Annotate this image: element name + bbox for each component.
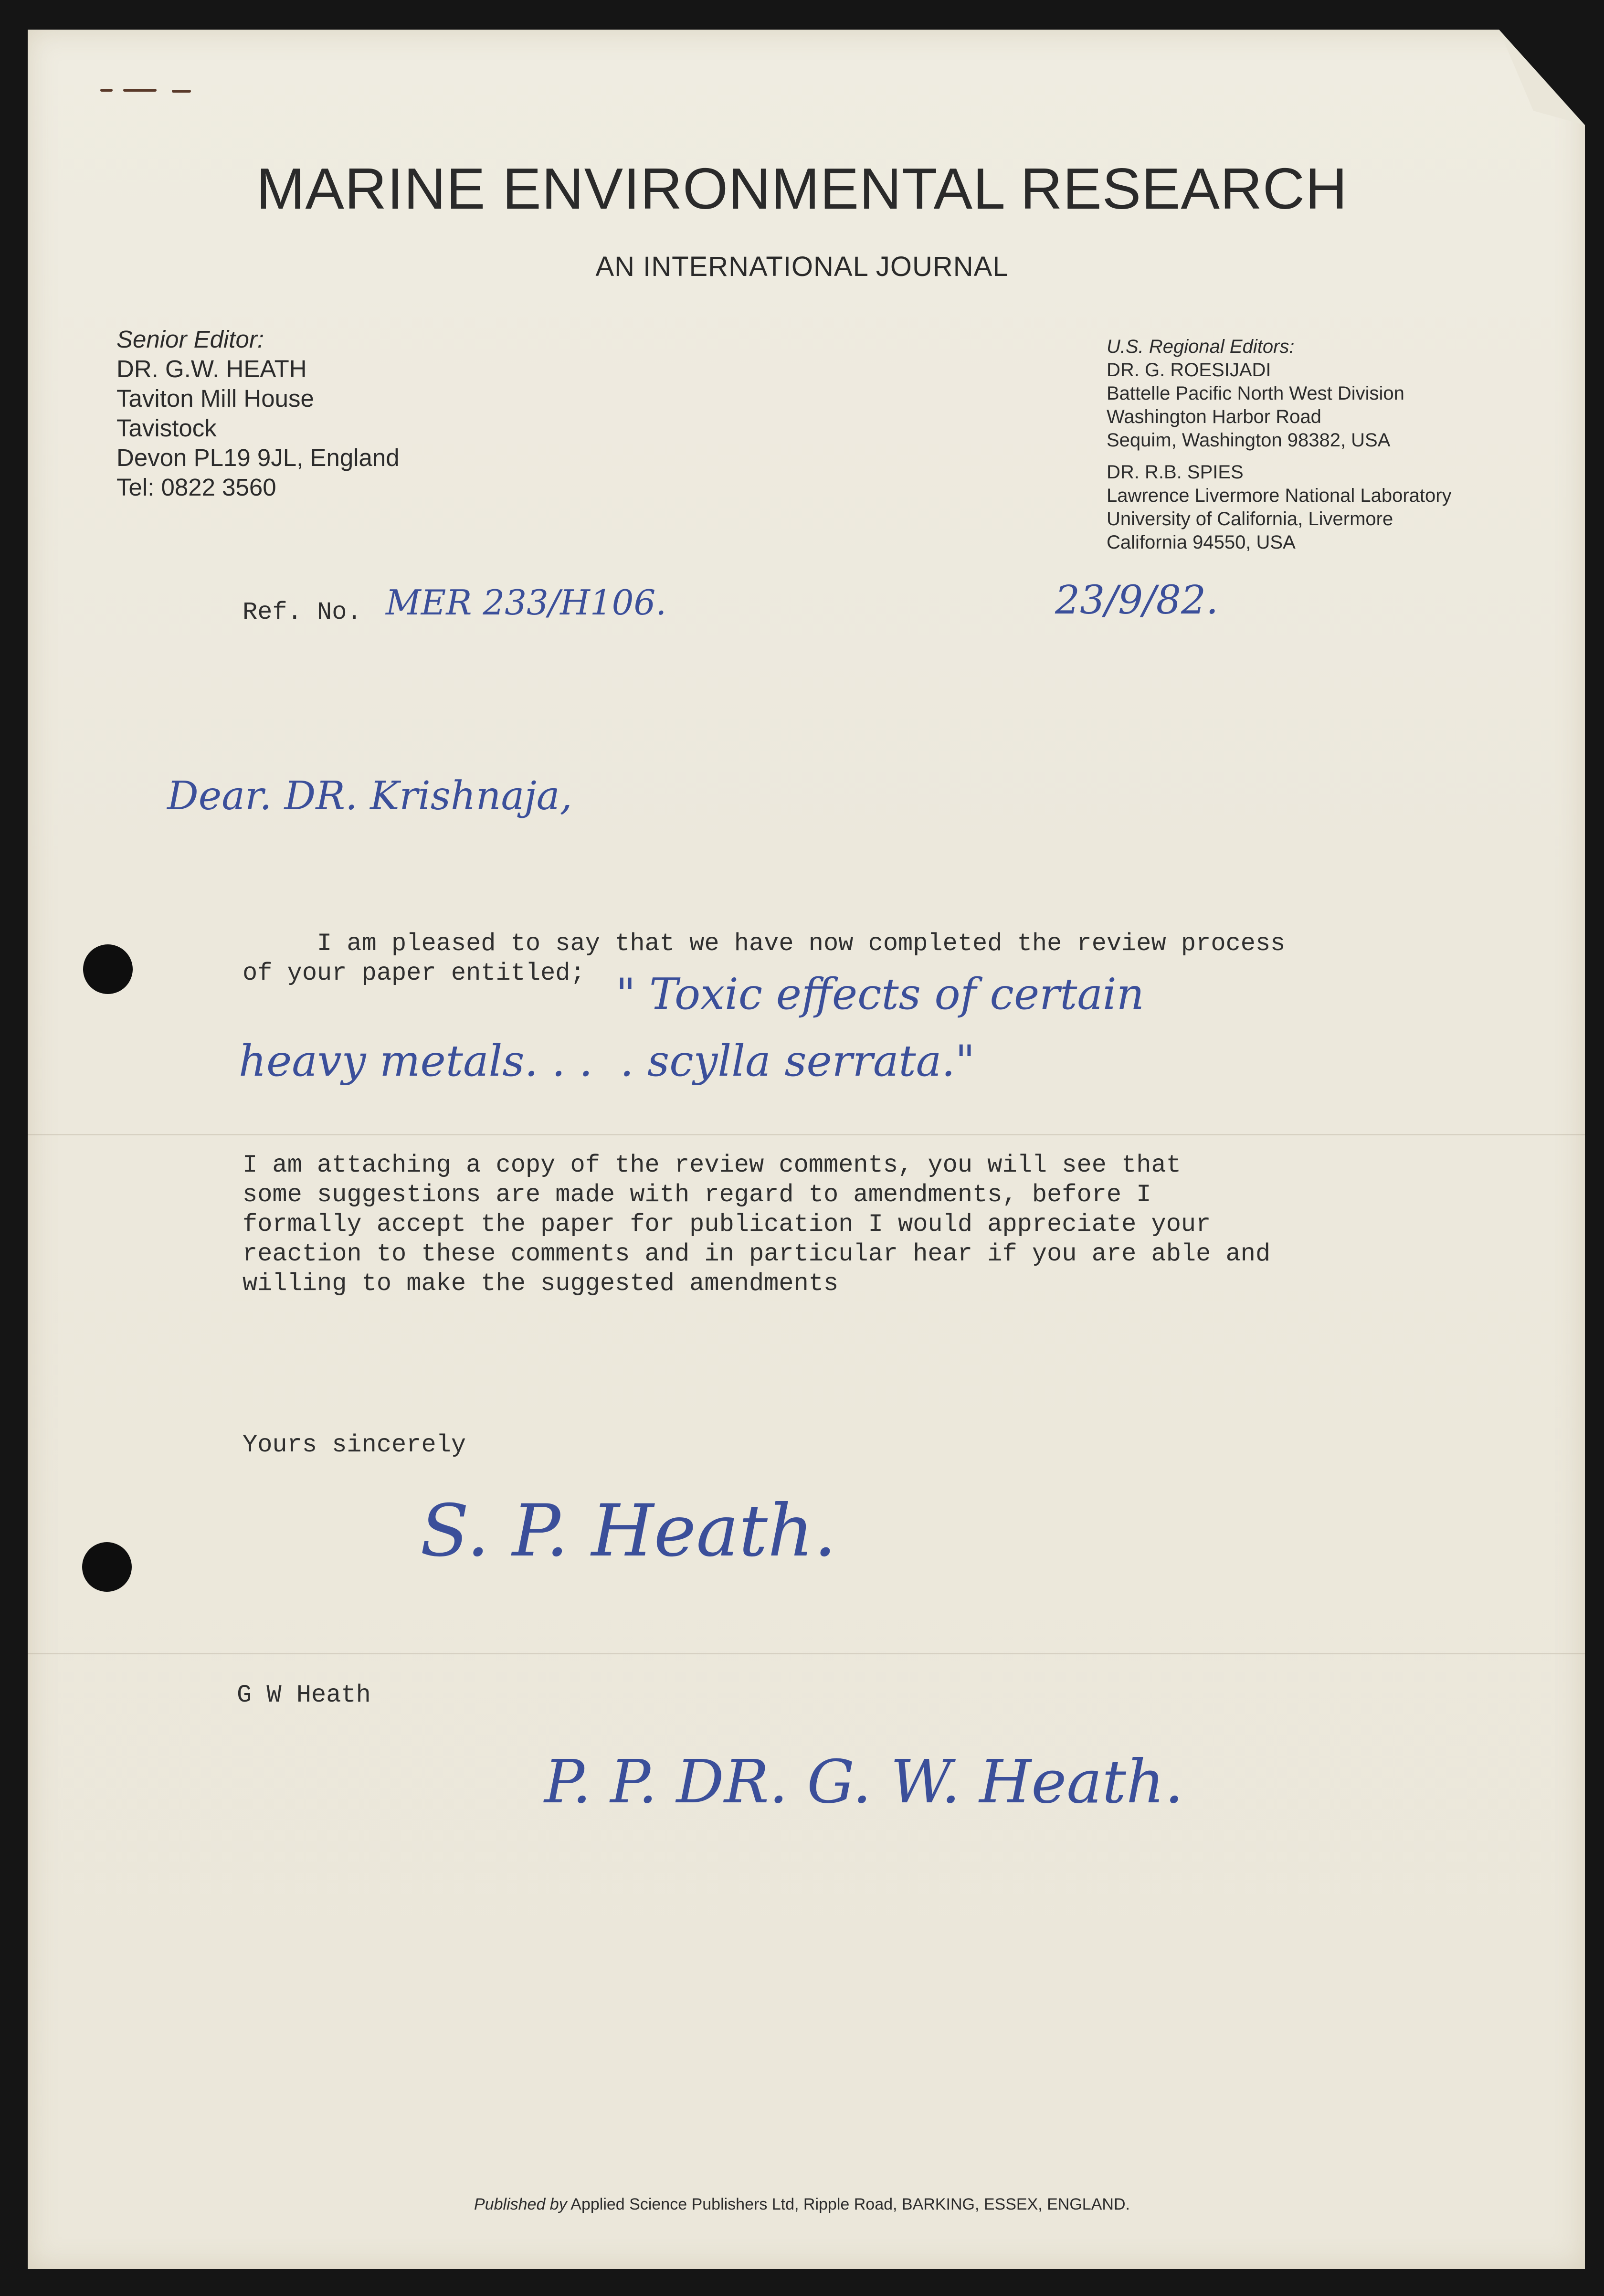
address-line: Washington Harbor Road: [1107, 406, 1321, 427]
paragraph-line: reaction to these comments and in particular hear if you are able and: [243, 1240, 1271, 1268]
published-by-label: Published by: [474, 2195, 567, 2213]
ref-number: MER 233/H106.: [386, 582, 667, 623]
closing: Yours sincerely: [243, 1431, 466, 1459]
paragraph-line: willing to make the suggested amendments: [243, 1270, 839, 1298]
senior-editor-block: [116, 325, 400, 502]
letter-date: 23/9/82.: [1055, 578, 1219, 623]
regional-editors-block: [1107, 335, 1452, 554]
ink-mark: [172, 90, 191, 93]
paragraph-line: I am attaching a copy of the review comments, you will see that: [243, 1151, 1181, 1179]
paper-title-line: " Toxic effects of certain: [616, 969, 1144, 1019]
address-line: Sequim, Washington 98382, USA: [1107, 430, 1391, 451]
paragraph-line: I am pleased to say that we have now completed the review process: [243, 930, 1286, 958]
pp-note: P. P. DR. G. W. Heath.: [544, 1747, 1184, 1817]
address-line: Devon PL19 9JL, England: [116, 444, 400, 471]
fold-line: [28, 1653, 1585, 1654]
handwritten-signature: S. P. Heath.: [420, 1490, 837, 1573]
paragraph-line: of your paper entitled;: [243, 959, 585, 987]
address-line: Taviton Mill House: [116, 385, 314, 412]
address-line: DR. G.W. HEATH: [116, 355, 307, 382]
publisher-name: Applied Science Publishers Ltd, Ripple Road, BARKING, ESSEX, ENGLAND.: [570, 2195, 1130, 2213]
paper-title-line: heavy metals. . . . scylla serrata.": [239, 1036, 975, 1086]
fold-line: [28, 1134, 1585, 1135]
senior-editor-label: Senior Editor:: [116, 326, 264, 353]
address-line: DR. R.B. SPIES: [1107, 462, 1244, 483]
journal-title: MARINE ENVIRONMENTAL RESEARCH: [256, 156, 1348, 221]
address-line: Tavistock: [116, 414, 217, 442]
ref-label: Ref. No.: [243, 598, 362, 626]
regional-editors-label: U.S. Regional Editors:: [1107, 336, 1295, 357]
address-line: Tel: 0822 3560: [116, 474, 276, 501]
punch-hole: [83, 944, 133, 994]
publisher-footer: [0, 2195, 1604, 2214]
journal-subtitle: AN INTERNATIONAL JOURNAL: [595, 251, 1009, 282]
address-line: Lawrence Livermore National Laboratory: [1107, 485, 1452, 506]
address-line: University of California, Livermore: [1107, 508, 1393, 529]
ink-mark: [100, 89, 113, 92]
typed-name: G W Heath: [237, 1681, 371, 1709]
punch-hole: [82, 1542, 132, 1592]
paragraph-line: some suggestions are made with regard to amendments, before I: [243, 1181, 1151, 1209]
salutation: Dear. DR. Krishnaja,: [167, 773, 572, 819]
paragraph-line: formally accept the paper for publication I would appreciate your: [243, 1210, 1211, 1238]
address-line: Battelle Pacific North West Division: [1107, 383, 1404, 404]
address-line: California 94550, USA: [1107, 532, 1296, 553]
address-line: DR. G. ROESIJADI: [1107, 360, 1271, 381]
ink-mark: [123, 89, 157, 92]
